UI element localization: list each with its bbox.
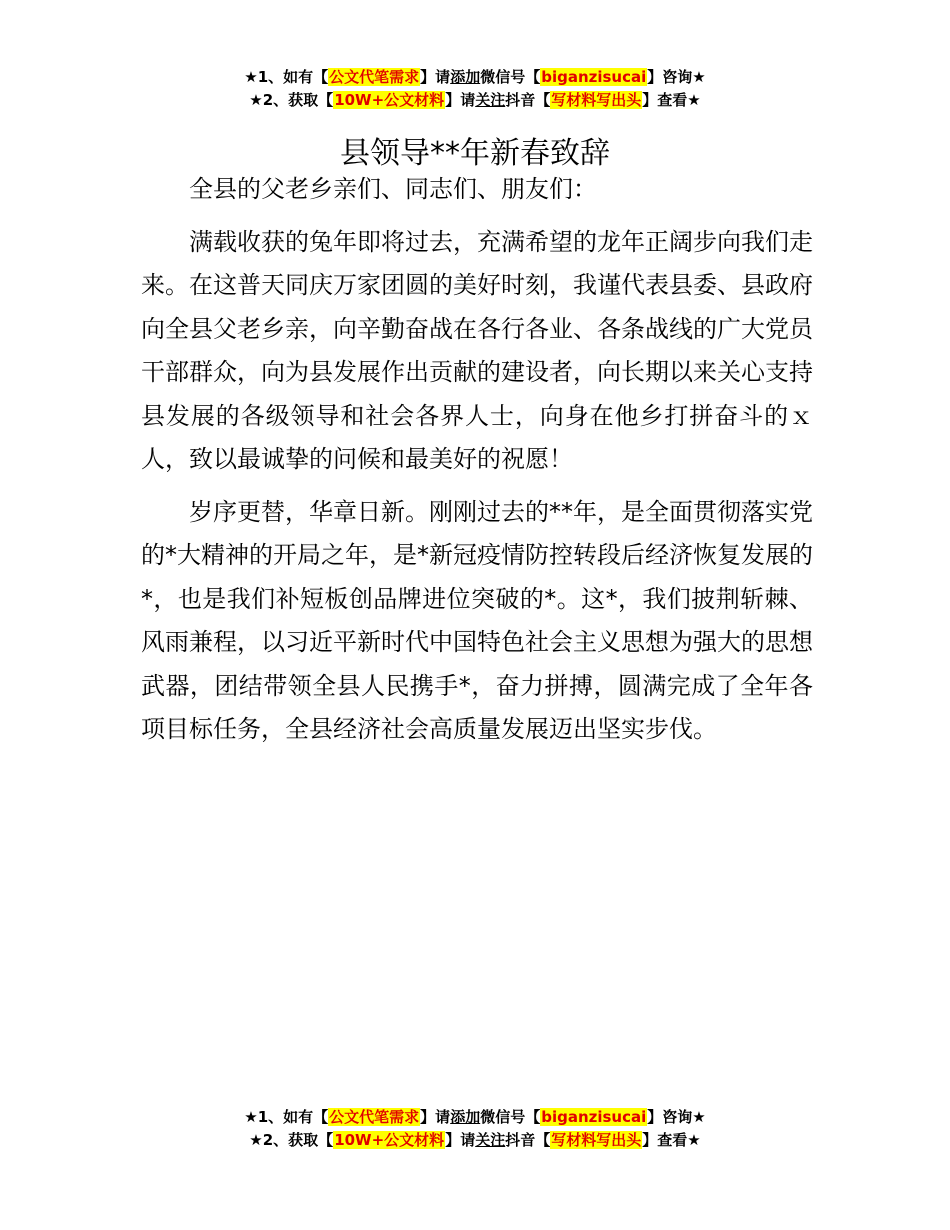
- salutation: 全县的父老乡亲们、同志们、朋友们：: [189, 175, 597, 203]
- document-title: 县领导**年新春致辞: [340, 136, 610, 172]
- paragraph: 满载收获的兔年即将过去，充满希望的龙年正阔步向我们走来。在这普天同庆万家团圆的美好时刻，我谨代表县委、县政府向全县父老乡亲，向辛勤奋战在各行各业、各条战线的广大党员干部群众，向为县发展作出贡献的建设者，向长期以来关心支持县发展的各级领导和社会各界人士，向身在他乡打拼奋斗的ｘ人，致以最诚挚的问候和最美好的祝愿！: [141, 227, 813, 473]
- highlight-materials: 10W+公文材料: [334, 91, 445, 109]
- highlight-douyin-account: 写材料写出头: [551, 1131, 642, 1149]
- highlight-service: 公文代笔需求: [329, 68, 420, 86]
- highlight-service: 公文代笔需求: [329, 1108, 420, 1126]
- highlight-wechat-id: biganzisucai: [541, 68, 647, 86]
- footer-banner: [0, 1106, 950, 1152]
- highlight-wechat-id: biganzisucai: [541, 1108, 647, 1126]
- banner-line-2: ★2、获取【10W+公文材料】请关注抖音【写材料写出头】查看★: [249, 1131, 701, 1149]
- highlight-douyin-account: 写材料写出头: [551, 91, 642, 109]
- paragraph: 岁序更替，华章日新。刚刚过去的**年，是全面贯彻落实党的*大精神的开局之年，是*新冠疫情防控转段后经济恢复发展的*，也是我们补短板创品牌进位突破的*。这*，我们披荆斩棘、风雨兼程，以习近平新时代中国特色社会主义思想为强大的思想武器，团结带领全县人民携手*，奋力拼搏，圆满完成了全年各项目标任务，全县经济社会高质量发展迈出坚实步伐。: [141, 497, 813, 743]
- banner-line-1: ★1、如有【公文代笔需求】请添加微信号【biganzisucai】咨询★: [244, 68, 706, 86]
- header-banner: [0, 66, 950, 112]
- document-body: [141, 168, 813, 761]
- banner-line-1: ★1、如有【公文代笔需求】请添加微信号【biganzisucai】咨询★: [244, 1108, 706, 1126]
- banner-line-2: ★2、获取【10W+公文材料】请关注抖音【写材料写出头】查看★: [249, 91, 701, 109]
- highlight-materials: 10W+公文材料: [334, 1131, 445, 1149]
